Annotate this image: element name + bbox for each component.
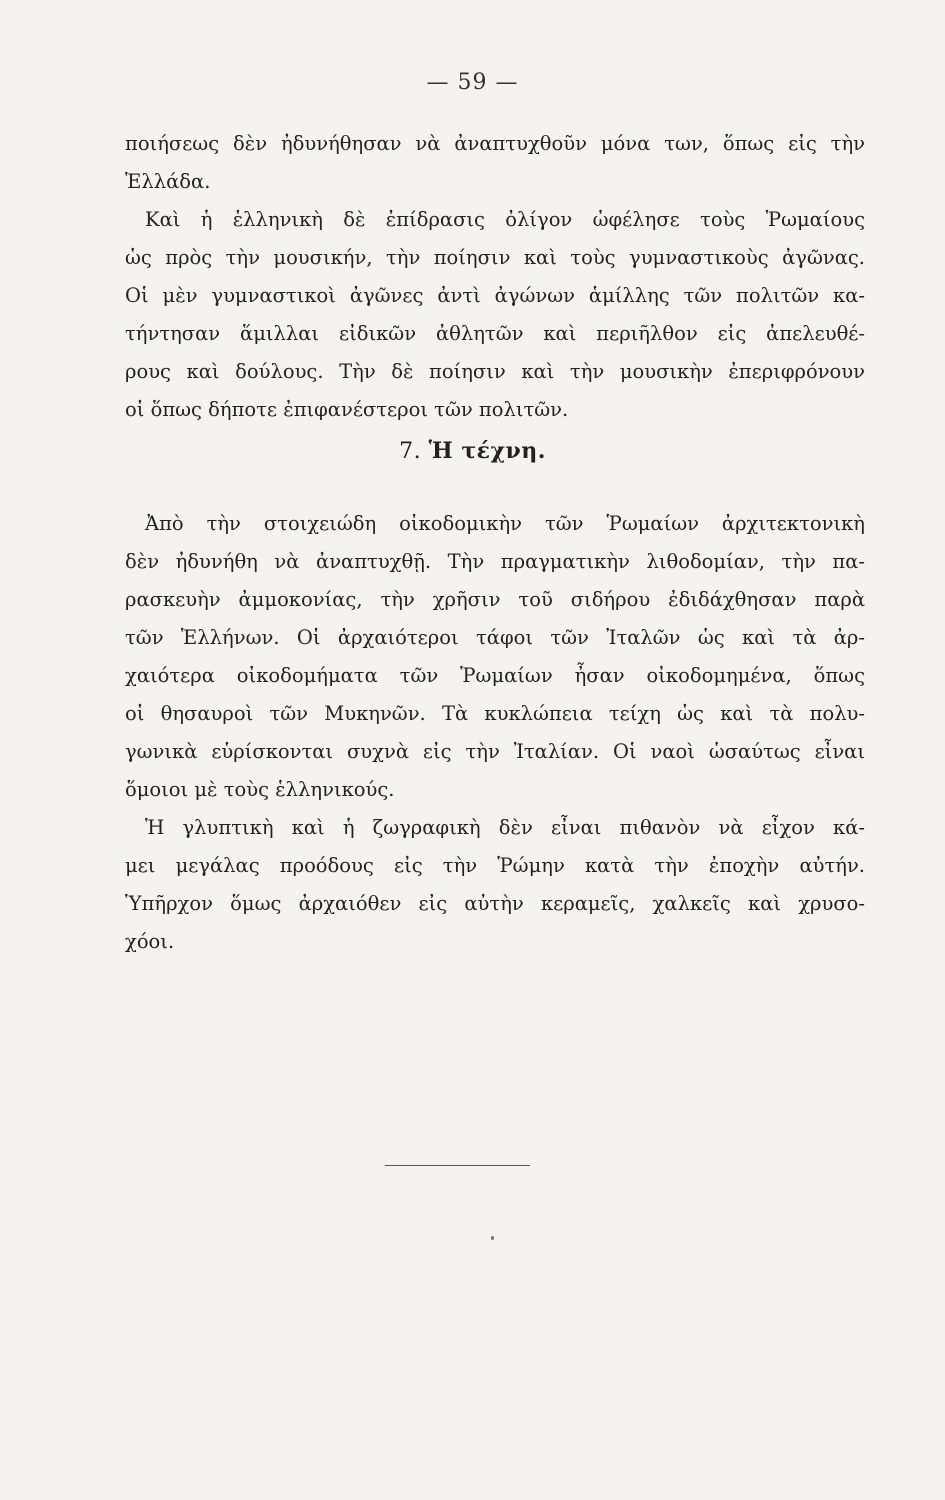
page-number: — 59 — bbox=[426, 70, 519, 95]
text-line: ὡς πρὸς τὴν μουσικήν, τὴν ποίησιν καὶ τοὺς γυμναστικοὺς ἀγῶνας. bbox=[125, 246, 865, 269]
section-number: 7. bbox=[399, 439, 422, 464]
text-line: τήντησαν ἅμιλλαι εἰδικῶν ἀθλητῶν καὶ περιῆλθον εἰς ἀπελευθέ- bbox=[125, 322, 865, 345]
separator-rule bbox=[385, 1165, 530, 1166]
text-line: οἱ ὅπως δήποτε ἐπιφανέστεροι τῶν πολιτῶν. bbox=[125, 398, 569, 421]
text-line: Ἡ γλυπτικὴ καὶ ἡ ζωγραφικὴ δὲν εἶναι πιθανὸν νὰ εἶχον κά- bbox=[145, 816, 865, 839]
text-line: τῶν Ἑλλήνων. Οἱ ἀρχαιότεροι τάφοι τῶν Ἰταλῶν ὡς καὶ τὰ ἀρ- bbox=[125, 626, 865, 649]
text-line: χαιότερα οἰκοδομήματα τῶν Ῥωμαίων ἦσαν οἰκοδομημένα, ὅπως bbox=[125, 664, 865, 687]
text-line: Οἱ μὲν γυμναστικοὶ ἀγῶνες ἀντὶ ἀγώνων ἁμίλλης τῶν πολιτῶν κα- bbox=[125, 284, 865, 307]
text-line: Ἀπὸ τὴν στοιχειώδη οἰκοδομικὴν τῶν Ῥωμαίων ἀρχιτεκτονικὴ bbox=[145, 512, 865, 535]
text-line: μει μεγάλας προόδους εἰς τὴν Ῥώμην κατὰ τὴν ἐποχὴν αὐτήν. bbox=[125, 854, 865, 877]
text-line: χόοι. bbox=[125, 930, 175, 953]
section-title: Ἡ τέχνη. bbox=[428, 438, 546, 464]
text-line: ρους καὶ δούλους. Τὴν δὲ ποίησιν καὶ τὴν μουσικὴν ἐπεριφρόνουν bbox=[125, 360, 865, 383]
text-line: Ἑλλάδα. bbox=[125, 170, 211, 193]
text-line: Καὶ ἡ ἑλληνικὴ δὲ ἐπίδρασις ὀλίγον ὠφέλησε τοὺς Ῥωμαίους bbox=[145, 208, 865, 231]
text-line: ὅμοιοι μὲ τοὺς ἑλληνικούς. bbox=[125, 778, 395, 801]
text-line: οἱ θησαυροὶ τῶν Μυκηνῶν. Τὰ κυκλώπεια τείχη ὡς καὶ τὰ πολυ- bbox=[125, 702, 865, 725]
ink-speck bbox=[491, 1236, 494, 1240]
section-heading bbox=[0, 438, 945, 464]
text-line: ποιήσεως δὲν ἠδυνήθησαν νὰ ἀναπτυχθοῦν μόνα των, ὅπως εἰς τὴν bbox=[125, 132, 865, 155]
text-line: Ὑπῆρχον ὅμως ἀρχαιόθεν εἰς αὐτὴν κεραμεῖς, χαλκεῖς καὶ χρυσο- bbox=[125, 892, 865, 915]
text-line: γωνικὰ εὑρίσκονται συχνὰ εἰς τὴν Ἰταλίαν. Οἱ ναοὶ ὡσαύτως εἶναι bbox=[125, 740, 865, 763]
text-line: δὲν ἠδυνήθη νὰ ἀναπτυχθῇ. Τὴν πραγματικὴν λιθοδομίαν, τὴν πα- bbox=[125, 550, 865, 573]
text-line: ρασκευὴν ἀμμοκονίας, τὴν χρῆσιν τοῦ σιδήρου ἐδιδάχθησαν παρὰ bbox=[125, 588, 865, 611]
